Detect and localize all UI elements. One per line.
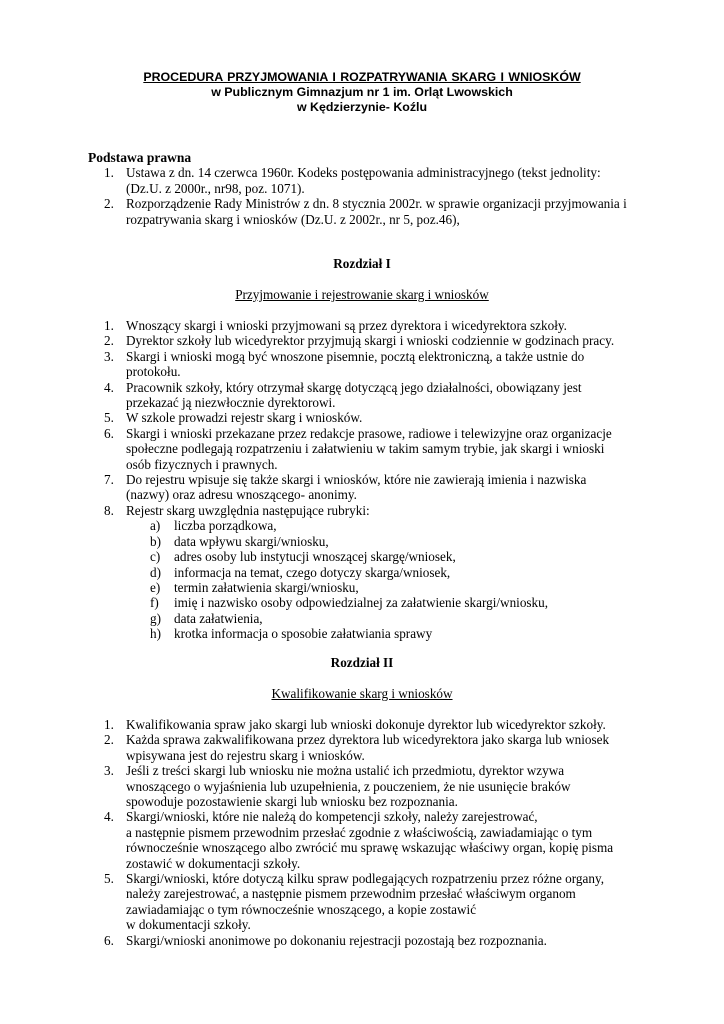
school-name: w Publicznym Gimnazjum nr 1 im. Orląt Lwowskich — [211, 85, 513, 99]
list-item — [88, 549, 648, 564]
item-text: adres osoby lub instytucji wnoszącej skargę/wniosek, — [174, 549, 456, 565]
item-line: Skargi/wnioski, które dotyczą kilku spraw podlegających rozpatrzeniu przez różne organy, — [126, 871, 605, 887]
item-line: należy zarejestrować, a następnie pismem przewodnim przesłać właściwym organom — [126, 886, 576, 902]
item-line: spowoduje pozostawienie skargi lub wniosku bez rozpoznania. — [126, 794, 458, 810]
item-line: Skargi/wnioski anonimowe po dokonaniu rejestracji pozostają bez rozpoznania. — [126, 932, 547, 948]
chapter-1-title: Rozdział I — [333, 256, 391, 271]
item-line: Ustawa z dn. 14 czerwca 1960r. Kodeks postępowania administracyjnego (tekst jednolity: — [126, 165, 601, 181]
list-item — [88, 717, 648, 732]
legal-basis-list — [88, 165, 648, 227]
item-line: równocześnie wnoszącego albo zwrócić mu sprawę wskazując właściwy organ, kopię pisma — [126, 840, 614, 856]
item-line: wnoszącego o wyjaśnienia lub uzupełnienia, z pouczeniem, że nie usunięcie braków — [126, 778, 571, 794]
list-item — [88, 410, 648, 425]
list-item — [88, 763, 648, 809]
item-number: 1. — [104, 318, 114, 333]
item-number: 5. — [104, 871, 114, 887]
item-line: Dyrektor szkoły lub wicedyrektor przyjmują skargi i wnioski codziennie w godzinach pracy. — [126, 333, 615, 349]
item-number: 1. — [104, 717, 114, 732]
item-line: wpisywana jest do rejestru skarg i wniosków. — [126, 747, 365, 763]
item-line: W szkole prowadzi rejestr skarg i wniosków. — [126, 410, 363, 426]
item-letter: e) — [150, 579, 161, 595]
item-letter: c) — [150, 549, 161, 565]
list-item — [88, 472, 648, 503]
legal-basis-title: Podstawa prawna — [88, 150, 192, 165]
item-letter: g) — [150, 610, 161, 626]
list-item — [88, 503, 648, 518]
item-line: Każda sprawa zakwalifikowana przez dyrektora lub wicedyrektora jako skarga lub wniosek — [126, 732, 610, 748]
chapter-2-title: Rozdział II — [330, 655, 394, 670]
item-line: Kwalifikowania spraw jako skargi lub wnioski dokonuje dyrektor lub wicedyrektor szkoły. — [126, 717, 606, 732]
list-item — [88, 611, 648, 626]
list-item — [88, 196, 648, 227]
document-title: PROCEDURA PRZYJMOWANIA I ROZPATRYWANIA SKARG I WNIOSKÓW — [143, 70, 581, 84]
item-letter: f) — [150, 595, 159, 611]
item-number: 4. — [104, 379, 114, 395]
item-line: zawiadamiając o tym równocześnie wnoszącego, a kopie zostawić — [126, 901, 477, 917]
item-number: 5. — [104, 410, 114, 426]
list-item — [88, 580, 648, 595]
list-item — [88, 426, 648, 472]
chapter-2-section — [88, 717, 648, 948]
item-line: Do rejestru wpisuje się także skargi i wniosków, które nie zawierają imienia i nazwiska — [126, 472, 587, 488]
item-number: 4. — [104, 809, 114, 825]
item-number: 2. — [104, 333, 114, 349]
item-line: Skargi/wnioski, które nie należą do kompetencji szkoły, należy zarejestrować, — [126, 809, 538, 825]
list-item — [88, 933, 648, 948]
item-letter: h) — [150, 626, 161, 642]
item-line: Jeśli z treści skargi lub wniosku nie można ustalić ich przedmiotu, dyrektor wzywa — [126, 763, 565, 779]
item-letter: b) — [150, 533, 161, 549]
item-text: data załatwienia, — [174, 610, 263, 626]
list-item — [88, 732, 648, 763]
item-number: 7. — [104, 472, 114, 488]
item-line: Rejestr skarg uwzględnia następujące rubryki: — [126, 502, 370, 518]
school-location: w Kędzierzynie- Koźlu — [296, 100, 428, 114]
item-number: 3. — [104, 348, 114, 364]
item-text: informacja na temat, czego dotyczy skarga/wniosek, — [174, 564, 451, 580]
item-text: liczba porządkowa, — [174, 518, 277, 534]
list-item — [88, 565, 648, 580]
item-text: data wpływu skargi/wniosku, — [174, 533, 329, 549]
item-line: przekazać ją niezwłocznie dyrektorowi. — [126, 395, 336, 411]
list-item — [88, 871, 648, 933]
item-letter: a) — [150, 518, 161, 534]
item-number: 1. — [104, 165, 114, 181]
item-number: 6. — [104, 932, 114, 948]
list-item — [88, 165, 648, 196]
document-header — [0, 70, 724, 115]
item-line: Skargi i wnioski mogą być wnoszone pisemnie, pocztą elektroniczną, a także ustnie do — [126, 348, 585, 364]
item-number: 2. — [104, 732, 114, 748]
item-number: 8. — [104, 502, 114, 518]
list-item — [88, 518, 648, 533]
item-line: Wnoszący skargi i wnioski przyjmowani są przez dyrektora i wicedyrektora szkoły. — [126, 318, 567, 333]
item-line: Rozporządzenie Rady Ministrów z dn. 8 stycznia 2002r. w sprawie organizacji przyjmowania i — [126, 196, 627, 212]
item-line: protokołu. — [126, 364, 181, 380]
legal-basis-section — [88, 150, 648, 227]
item-number: 2. — [104, 196, 114, 212]
item-line: Pracownik szkoły, który otrzymał skargę dotyczącą jego działalności, obowiązany jest — [126, 379, 582, 395]
item-line: w dokumentacji szkoły. — [126, 917, 251, 933]
item-line: (nazwy) oraz adresu wnoszącego- anonimy. — [126, 487, 357, 503]
list-item — [88, 534, 648, 549]
item-line: osób fizycznych i prawnych. — [126, 456, 278, 472]
item-text: krotka informacja o sposobie załatwiania sprawy — [174, 626, 433, 642]
list-item — [88, 626, 648, 641]
chapter-1-subtitle: Przyjmowanie i rejestrowanie skarg i wniosków — [235, 287, 489, 302]
chapter-2-subtitle: Kwalifikowanie skarg i wniosków — [271, 686, 453, 701]
item-line: a następnie pismem przewodnim przesłać zgodnie z właściwością, zawiadamiając o tym — [126, 824, 593, 840]
item-number: 6. — [104, 425, 114, 441]
item-number: 3. — [104, 763, 114, 779]
chapter-1-list — [88, 318, 648, 518]
chapter-2-list — [88, 717, 648, 948]
item-line: rozpatrywania skarg i wniosków (Dz.U. z 2002r., nr 5, poz.46), — [126, 211, 460, 227]
list-item — [88, 333, 648, 348]
item-text: imię i nazwisko osoby odpowiedzialnej za załatwienie skargi/wniosku, — [174, 595, 549, 611]
register-columns-list — [88, 518, 648, 641]
list-item — [88, 349, 648, 380]
list-item — [88, 380, 648, 411]
item-line: zostawić w dokumentacji szkoły. — [126, 855, 301, 871]
chapter-1-section — [88, 318, 648, 642]
item-letter: d) — [150, 564, 161, 580]
item-line: społeczne podlegają rozpatrzeniu i załatwieniu w takim samym trybie, jak skargi i wnioski — [126, 441, 605, 457]
list-item — [88, 318, 648, 333]
item-line: Skargi i wnioski przekazane przez redakcje prasowe, radiowe i telewizyjne oraz organizacje — [126, 425, 612, 441]
list-item — [88, 809, 648, 871]
item-text: termin załatwienia skargi/wniosku, — [174, 579, 359, 595]
list-item — [88, 595, 648, 610]
item-line: (Dz.U. z 2000r., nr98, poz. 1071). — [126, 180, 305, 196]
